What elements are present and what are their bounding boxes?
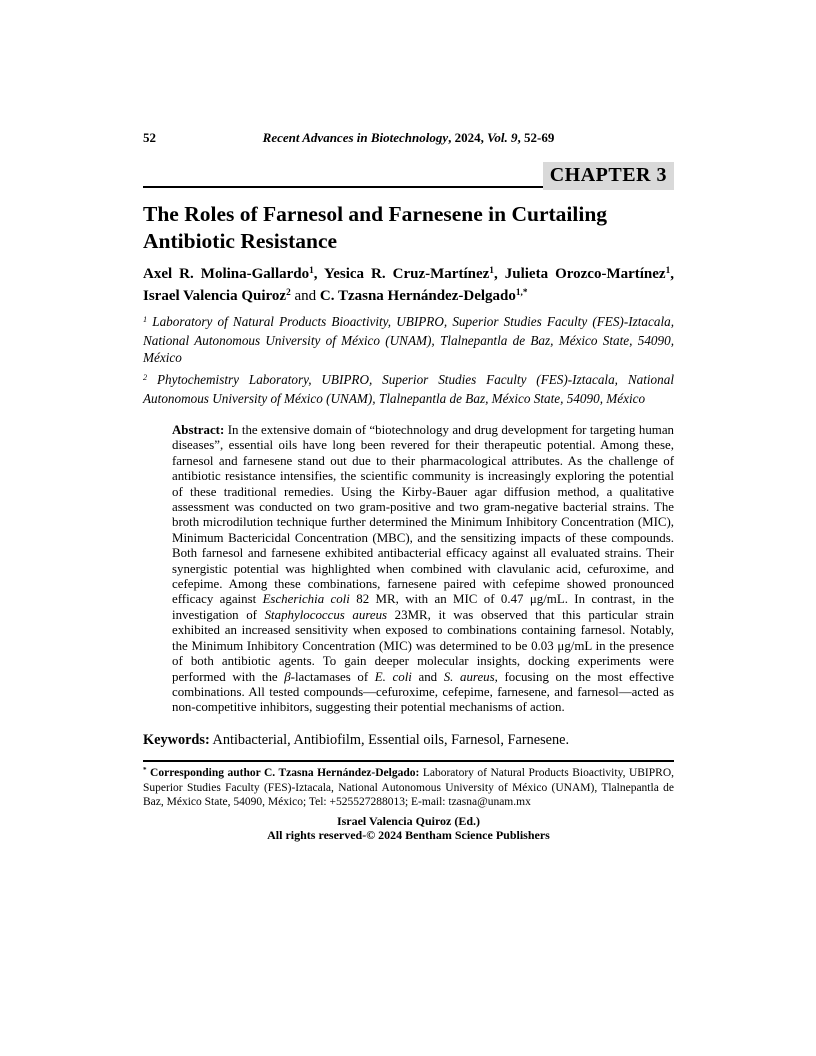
journal-reference: Recent Advances in Biotechnology, 2024, Vol. 9, 52-69 (262, 130, 555, 145)
chapter-badge: CHAPTER 3 (543, 162, 674, 190)
keywords-line: Keywords: Antibacterial, Antibiofilm, Essential oils, Farnesol, Farnesene. (143, 731, 570, 748)
page-content (143, 130, 674, 842)
publisher-footer (143, 814, 674, 842)
abstract-paragraph: Abstract: In the extensive domain of “biotechnology and drug development for targeting human diseases”, essential oils have long been revered for their therapeutic potential. Among these, farnesol and farnesene stand out due to their pharmacological attributes. As the challenge of antibiotic resistance intensifies, the scientific community is increasingly exploring the potential of these traditional remedies. Using the Kirby-Bauer agar diffusion method, a qualitative assessment was conducted on two gram-positive and two gram-negative bacterial strains. The broth microdilution technique further determined the Minimum Inhibitory Concentration (MIC), Minimum Bactericidal Concentration (MBC), and the sensitizing impacts of these compounds. Both farnesol and farnesene exhibited antibacterial efficacy against all evaluated strains. Their synergistic potential was highlighted when combined with clavulanic acid, cefuroxime, and cefepime. Among these combinations, farnesene paired with cefepime showed pronounced efficacy against Escherichia coli 82 MR, with an MIC of 0.47 μg/mL. In contrast, in the investigation of Staphylococcus aureus 23MR, it was observed that this particular strain exhibited an increased sensitivity when exposed to combinations containing farnesol. Notably, the Minimum Inhibitory Concentration (MIC) was determined to be 0.03 μg/mL in the presence of both antibiotic agents. To gain deeper molecular insights, docking experiments were performed with the β-lactamases of E. coli and S. aureus, focusing on the most effective combinations. All tested compounds—cefuroxime, cefepime, farnesene, and farnesol—acted as non-competitive inhibitors, suggesting their potential mechanisms of action. (172, 423, 675, 715)
footnote-divider (143, 760, 674, 762)
corresponding-author-note: * Corresponding author C. Tzasna Hernández-Delgado: Laboratory of Natural Products Bioactivity, UBIPRO, Superior Studies Faculty (FES)-Iztacala, National Autonomous University of México (UNAM), Tlalnepantla de Baz, México State, 54090, México; Tel: +525527288013; E-mail: tzasna@unam.mx (143, 766, 675, 809)
running-header (143, 130, 674, 146)
editor-line: Israel Valencia Quiroz (Ed.) (336, 814, 481, 829)
chapter-title: The Roles of Farnesol and Farnesene in Curtailing Antibiotic Resistance (143, 202, 608, 253)
affiliation-2: $^2$ Phytochemistry Laboratory, UBIPRO, Superior Studies Faculty (FES)-Iztacala, National Autonomous University of México (UNAM), Tlalnepantla de Baz, México State, 54090, México (143, 371, 674, 406)
chapter-rule-row (143, 158, 674, 188)
rights-line: All rights reserved-© 2024 Bentham Science Publishers (267, 828, 550, 843)
affiliation-1: $^1$ Laboratory of Natural Products Bioactivity, UBIPRO, Superior Studies Faculty (FES)-Iztacala, National Autonomous University of México (UNAM), Tlalnepantla de Baz, México State, 54090, México (143, 314, 674, 366)
page-number: 52 (143, 130, 156, 145)
authors-line: Axel R. Molina-Gallardo$^1$, Yesica R. Cruz-Martínez$^1$, Julieta Orozco-Martínez$^1$, Israel Valencia Quiroz$^2$ and C. Tzasna Hernández-Delgado$^{1,*}$ (143, 266, 675, 304)
